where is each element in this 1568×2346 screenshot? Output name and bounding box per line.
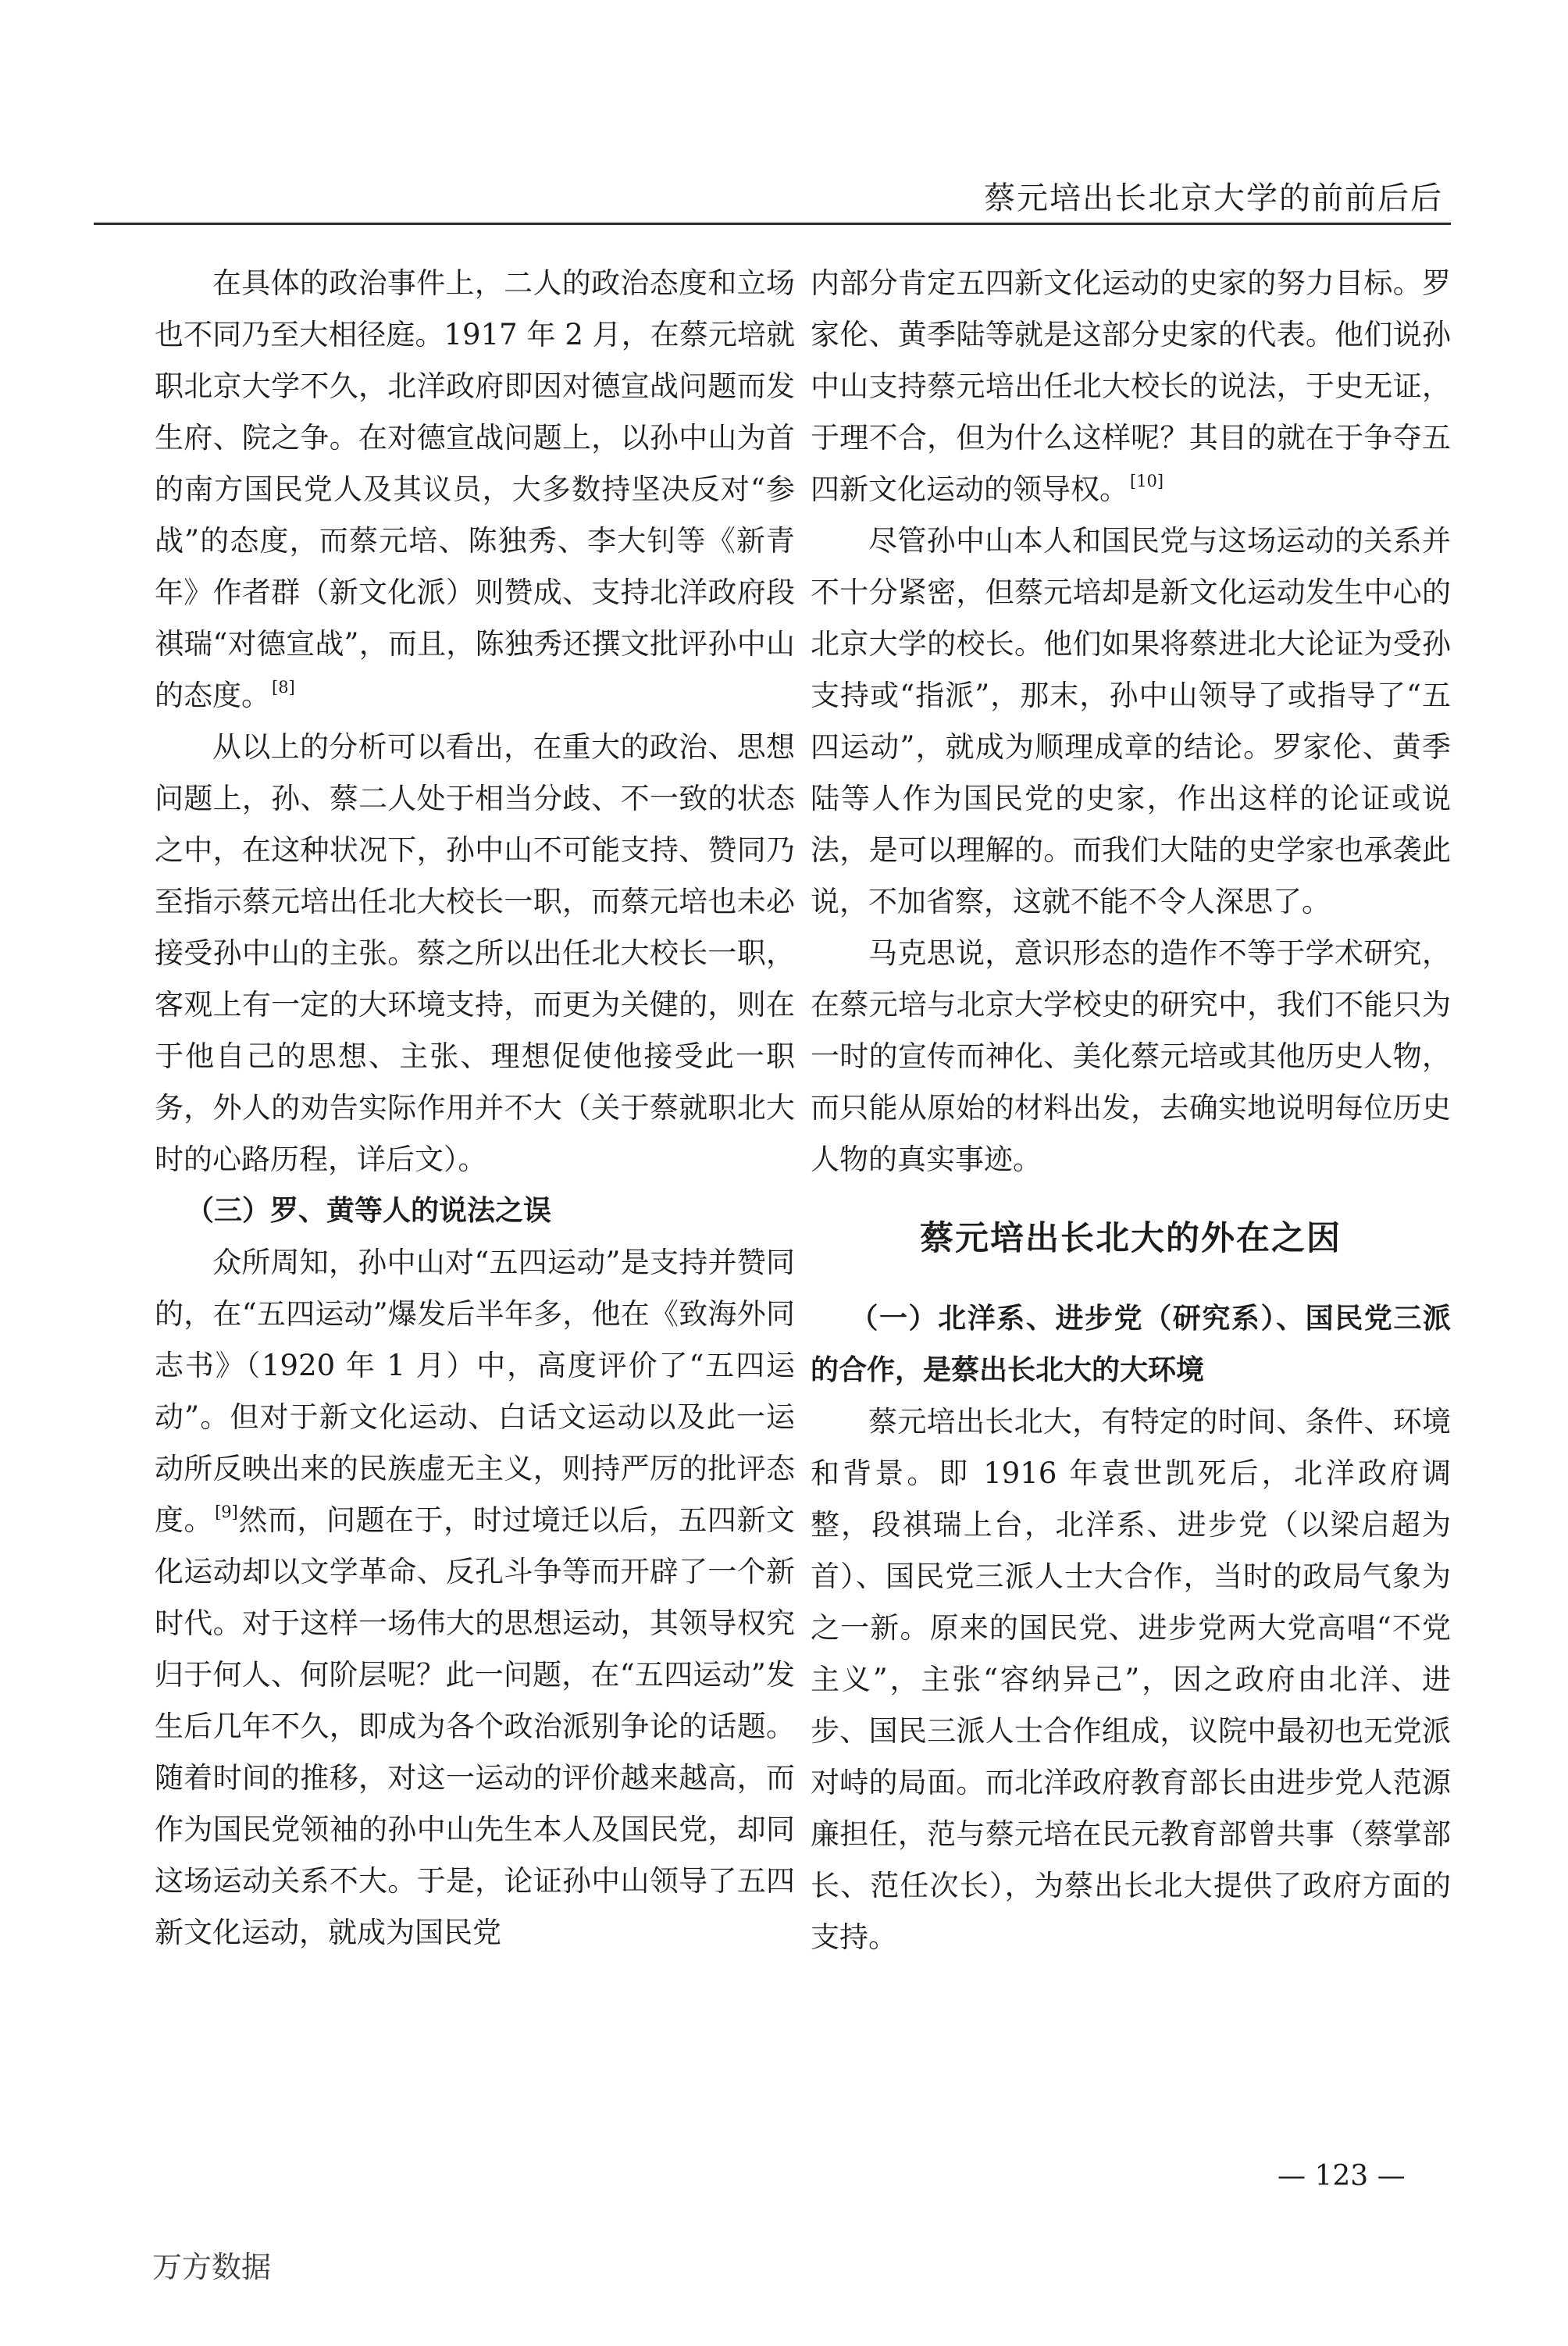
paragraph: [155, 1237, 795, 1959]
watermark: 万方数据: [152, 2250, 272, 2284]
paragraph-text: 众所周知，孙中山对“五四运动”是支持并赞同的，在“五四运动”爆发后半年多，他在《致海外同志书》（1920 年 1 月）中，高度评价了“五四运动”。但对于新文化运动、白话文运动以及此一运动所反映出来的民族虚无主义，则持严厉的批评态度。: [155, 1246, 795, 1537]
subsection-heading: （三）罗、黄等人的说法之误: [186, 1195, 552, 1227]
citation-marker: [10]: [1130, 472, 1164, 490]
paragraph: 尽管孙中山本人和国民党与这场运动的关系并不十分紧密，但蔡元培却是新文化运动发生中心的北京大学的校长。他们如果将蔡进北大论证为受孙支持或“指派”，那末，孙中山领导了或指导了“五四运动”，就成为顺理成章的结论。罗家伦、黄季陆等人作为国民党的史家，作出这样的论证或说法，是可以理解的。而我们大陆的史学家也承袭此说，不加省察，这就不能不令人深思了。: [811, 524, 1451, 918]
right-column: [811, 258, 1451, 1963]
paragraph-continued: [811, 258, 1451, 515]
citation-marker: [8]: [272, 678, 295, 697]
subsection-heading: （一）北洋系、进步党（研究系）、国民党三派的合作，是蔡出长北大的大环境: [811, 1303, 1451, 1386]
paragraph-text: 内部分肯定五四新文化运动的史家的努力目标。罗家伦、黄季陆等就是这部分史家的代表。他们说孙中山支持蔡元培出任北大校长的说法，于史无证，于理不合，但为什么这样呢？其目的就在于争夺五四新文化运动的领导权。: [811, 266, 1451, 506]
paragraph: 马克思说，意识形态的造作不等于学术研究，在蔡元培与北京大学校史的研究中，我们不能只为一时的宣传而神化、美化蔡元培或其他历史人物，而只能从原始的材料出发，去确实地说明每位历史人物的真实事迹。: [811, 936, 1451, 1176]
page-number: — 123 —: [1278, 2160, 1406, 2192]
paragraph: [155, 258, 795, 722]
left-column: [155, 258, 795, 1959]
paragraph-text: 在具体的政治事件上，二人的政治态度和立场也不同乃至大相径庭。1917 年 2 月，在蔡元培就职北京大学不久，北洋政府即因对德宣战问题而发生府、院之争。在对德宣战问题上，以孙中山为首的南方国民党人及其议员，大多数持坚决反对“参战”的态度，而蔡元培、陈独秀、李大钊等《新青年》作者群（新文化派）则赞成、支持北洋政府段祺瑞“对德宣战”，而且，陈独秀还撰文批评孙中山的态度。: [155, 266, 795, 712]
citation-marker: [9]: [215, 1503, 238, 1521]
header-rule: [94, 223, 1451, 225]
paragraph: 从以上的分析可以看出，在重大的政治、思想问题上，孙、蔡二人处于相当分歧、不一致的状态之中，在这种状况下，孙中山不可能支持、赞同乃至指示蔡元培出任北大校长一职，而蔡元培也未必接受孙中山的主张。蔡之所以出任北大校长一职，客观上有一定的大环境支持，而更为关健的，则在于他自己的思想、主张、理想促使他接受此一职务，外人的劝告实际作用并不大（关于蔡就职北大时的心路历程，详后文）。: [155, 730, 795, 1176]
section-heading: 蔡元培出长北大的外在之因: [920, 1219, 1342, 1258]
paragraph: 蔡元培出长北大，有特定的时间、条件、环境和背景。即 1916 年袁世凯死后，北洋政府调整，段祺瑞上台，北洋系、进步党（以梁启超为首）、国民党三派人士大合作，当时的政局气象为之一新。原来的国民党、进步党两大党高唱“不党主义”，主张“容纳异己”，因之政府由北洋、进步、国民三派人士合作组成，议院中最初也无党派对峙的局面。而北洋政府教育部长由进步党人范源廉担任，范与蔡元培在民元教育部曾共事（蔡掌部长、范任次长），为蔡出长北大提供了政府方面的支持。: [811, 1405, 1451, 1954]
paragraph-text: 然而，问题在于，时过境迁以后，五四新文化运动却以文学革命、反孔斗争等而开辟了一个新时代。对于这样一场伟大的思想运动，其领导权究归于何人、何阶层呢？此一问题，在“五四运动”发生后几年不久，即成为各个政治派别争论的话题。随着时间的推移，对这一运动的评价越来越高，而作为国民党领袖的孙中山先生本人及国民党，却同这场运动关系不大。于是，论证孙中山领导了五四新文化运动，就成为国民党: [155, 1503, 796, 1949]
running-title: 蔡元培出长北京大学的前前后后: [984, 180, 1443, 216]
